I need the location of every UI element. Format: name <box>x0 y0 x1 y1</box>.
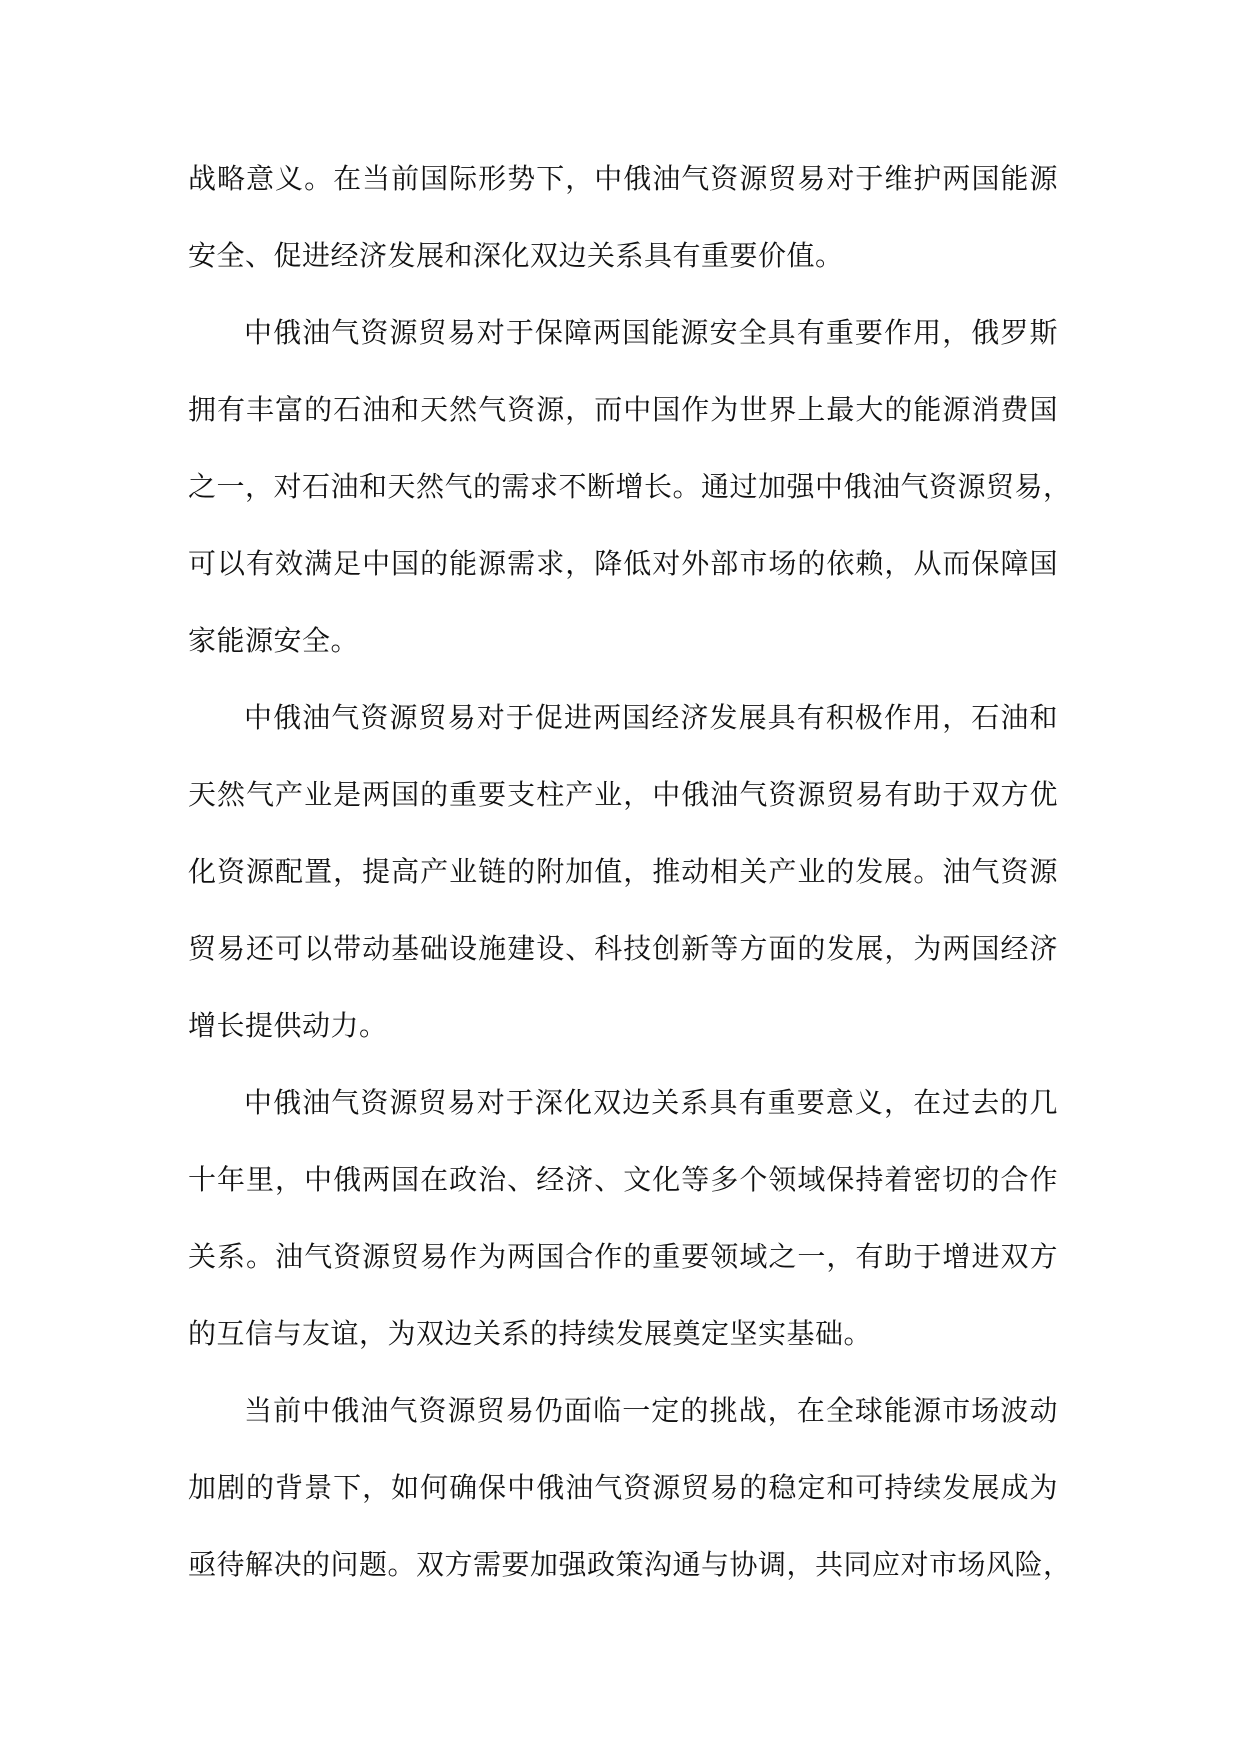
text-line: 增长提供动力。 <box>188 1009 388 1042</box>
text-line: 中俄油气资源贸易对于促进两国经济发展具有积极作用，石油和 <box>244 701 1058 734</box>
text-line: 的互信与友谊，为双边关系的持续发展奠定坚实基础。 <box>188 1317 873 1350</box>
paragraph-4 <box>188 1064 1058 1372</box>
text-line: 天然气产业是两国的重要支柱产业，中俄油气资源贸易有助于双方优 <box>188 778 1058 811</box>
text-line: 之一，对石油和天然气的需求不断增长。通过加强中俄油气资源贸易， <box>188 470 1072 503</box>
text-line: 亟待解决的问题。双方需要加强政策沟通与协调，共同应对市场风险， <box>188 1548 1072 1581</box>
text-line: 关系。油气资源贸易作为两国合作的重要领域之一，有助于增进双方 <box>188 1240 1058 1273</box>
paragraph-2 <box>188 294 1072 679</box>
text-line: 可以有效满足中国的能源需求，降低对外部市场的依赖，从而保障国 <box>188 547 1058 580</box>
text-line: 安全、促进经济发展和深化双边关系具有重要价值。 <box>188 239 844 272</box>
text-line: 中俄油气资源贸易对于深化双边关系具有重要意义，在过去的几 <box>244 1086 1058 1119</box>
text-line: 家能源安全。 <box>188 624 360 657</box>
text-line: 战略意义。在当前国际形势下，中俄油气资源贸易对于维护两国能源 <box>188 162 1058 195</box>
text-line: 当前中俄油气资源贸易仍面临一定的挑战，在全球能源市场波动 <box>244 1394 1058 1427</box>
text-line: 加剧的背景下，如何确保中俄油气资源贸易的稳定和可持续发展成为 <box>188 1471 1058 1504</box>
text-line: 贸易还可以带动基础设施建设、科技创新等方面的发展，为两国经济 <box>188 932 1058 965</box>
text-line: 拥有丰富的石油和天然气资源，而中国作为世界上最大的能源消费国 <box>188 393 1058 426</box>
document-body <box>188 140 1072 1603</box>
text-line: 中俄油气资源贸易对于保障两国能源安全具有重要作用，俄罗斯 <box>244 316 1058 349</box>
paragraph-1 <box>188 140 1058 294</box>
paragraph-3 <box>188 679 1058 1064</box>
paragraph-5 <box>188 1372 1072 1603</box>
text-line: 化资源配置，提高产业链的附加值，推动相关产业的发展。油气资源 <box>188 855 1058 888</box>
text-line: 十年里，中俄两国在政治、经济、文化等多个领域保持着密切的合作 <box>188 1163 1058 1196</box>
